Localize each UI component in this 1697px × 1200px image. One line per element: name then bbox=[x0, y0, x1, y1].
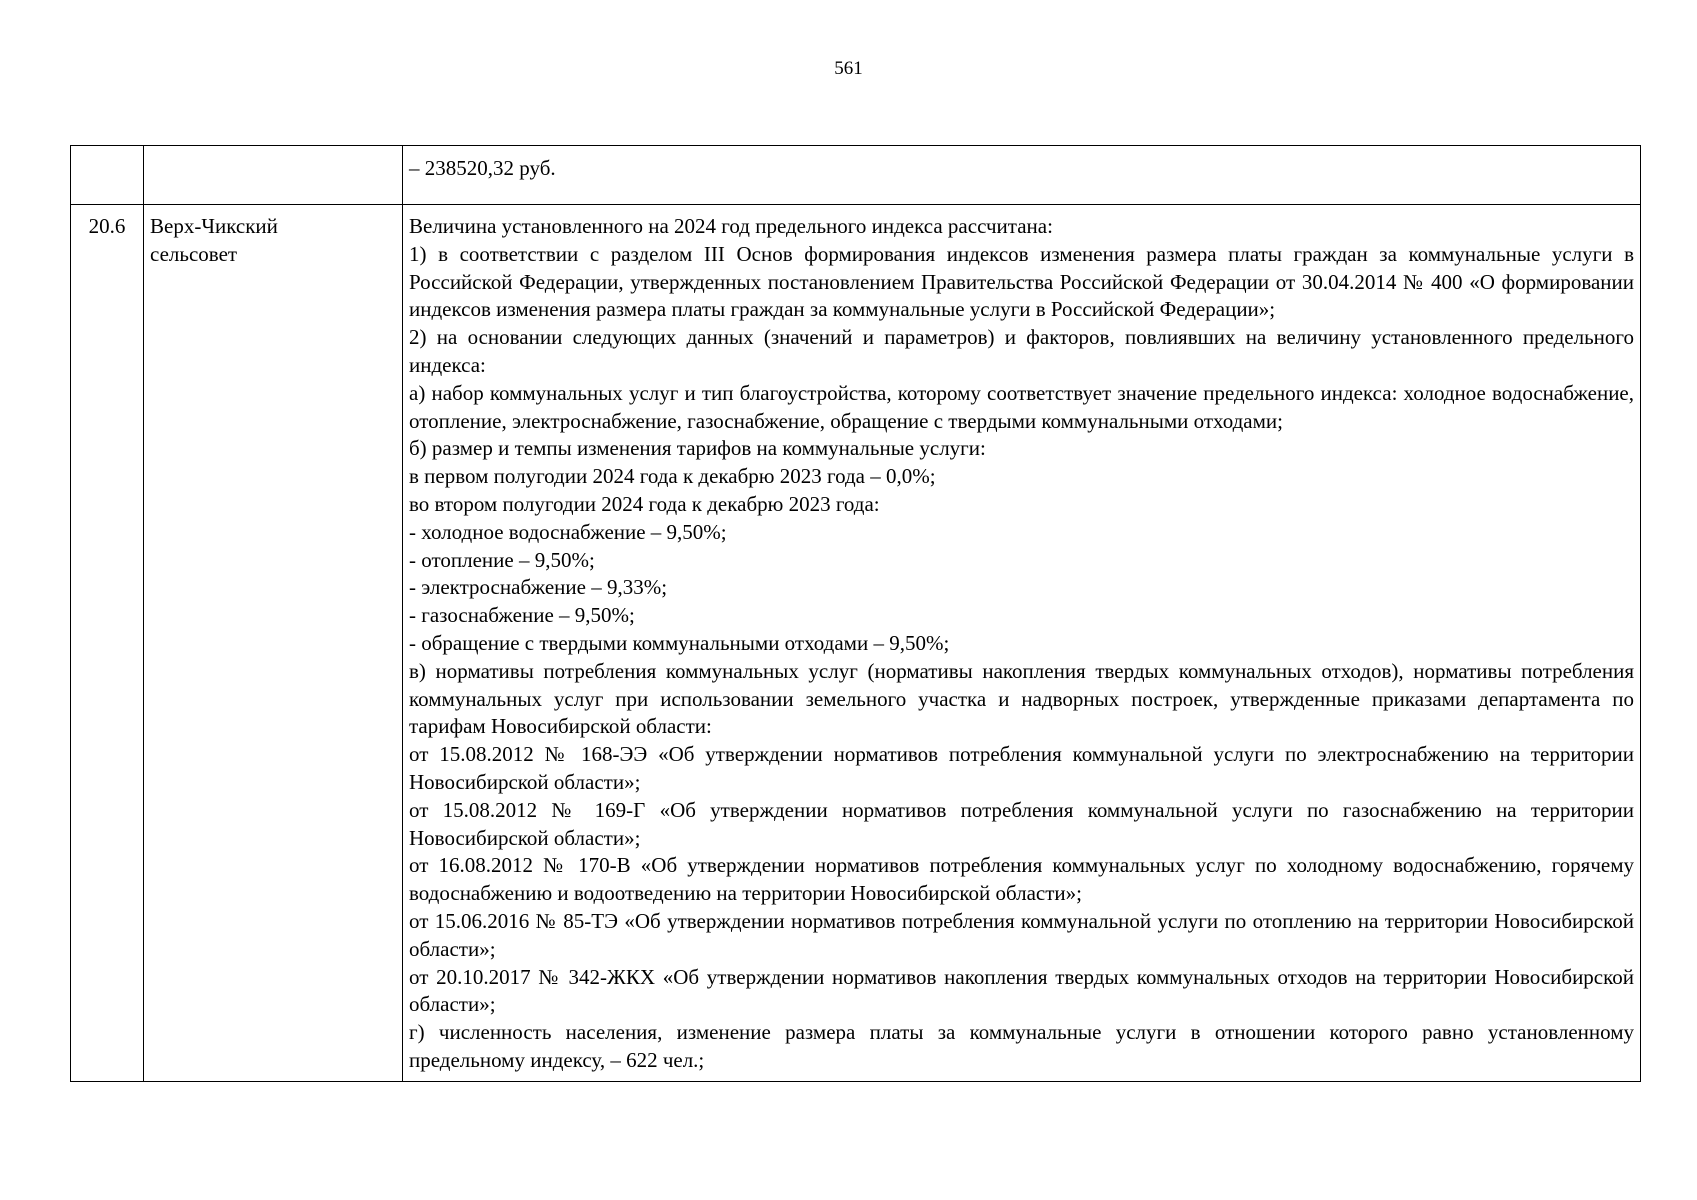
continuation-text: – 238520,32 руб. bbox=[403, 146, 1641, 205]
tariff-line-electricity: - электроснабжение – 9,33%; bbox=[409, 575, 668, 600]
page-number: 561 bbox=[834, 58, 863, 79]
paragraph-first-half: в первом полугодии 2024 года к декабрю 2023 года – 0,0%; bbox=[409, 464, 936, 489]
paragraph-second-half: во втором полугодии 2024 года к декабрю 2023 года: bbox=[409, 491, 880, 516]
order-169-g: от 15.08.2012 № 169-Г «Об утверждении нормативов потребления коммунальной услуги по газоснабжению на территории Новосибирской области»; bbox=[409, 797, 1634, 850]
municipality-name-line: Верх-Чикский bbox=[150, 214, 278, 238]
paragraph-item-b: б) размер и темпы изменения тарифов на коммунальные услуги: bbox=[409, 436, 986, 461]
tariff-line-heating: - отопление – 9,50%; bbox=[409, 547, 595, 572]
municipality-name-line: сельсовет bbox=[150, 241, 238, 266]
index-description-cell bbox=[403, 205, 1641, 1082]
tariff-line-cold-water: - холодное водоснабжение – 9,50%; bbox=[409, 519, 727, 544]
paragraph-intro: Величина установленного на 2024 год предельного индекса рассчитана: bbox=[409, 214, 1053, 238]
tariff-line-gas: - газоснабжение – 9,50%; bbox=[409, 603, 635, 628]
municipality-name-cell bbox=[144, 205, 403, 1082]
paragraph-item-2: 2) на основании следующих данных (значений и параметров) и факторов, повлиявших на величину установленного предельного индекса: bbox=[409, 325, 1634, 377]
row-number-cell: 20.6 bbox=[71, 205, 144, 1082]
table-row-20-6 bbox=[71, 205, 1641, 1082]
index-table bbox=[70, 145, 1641, 1082]
table-row-continuation bbox=[71, 146, 1641, 205]
municipality-name-cell bbox=[144, 146, 403, 205]
order-168-ee: от 15.08.2012 № 168-ЭЭ «Об утверждении нормативов потребления коммунальной услуги по электроснабжению на территории Новосибирской области»; bbox=[409, 742, 1634, 794]
row-number-cell bbox=[71, 146, 144, 205]
paragraph-item-1: 1) в соответствии с разделом III Основ формирования индексов изменения размера платы граждан за коммунальные услуги в Российской Федерации, утвержденных постановлением Правительства Российской Федерации от 30.04.2014 № 400 «О формировании индексов изменения размера платы граждан за коммунальные услуги в Российской Федерации»; bbox=[409, 241, 1634, 322]
order-170-v: от 16.08.2012 № 170-В «Об утверждении нормативов потребления коммунальных услуг по холодному водоснабжению, горячему водоснабжению и водоотведению на территории Новосибирской области»; bbox=[409, 853, 1634, 906]
paragraph-item-a: а) набор коммунальных услуг и тип благоустройства, которому соответствует значение предельного индекса: холодное водоснабжение, отопление, электроснабжение, газоснабжение, обращение с твердыми коммунальными отходами; bbox=[409, 380, 1634, 433]
tariff-line-solid-waste: - обращение с твердыми коммунальными отходами – 9,50%; bbox=[409, 630, 950, 655]
paragraph-item-g: г) численность населения, изменение размера платы за коммунальные услуги в отношении которого равно установленному предельному индексу, – 622 чел.; bbox=[409, 1020, 1634, 1072]
order-342-zhkh: от 20.10.2017 № 342-ЖКХ «Об утверждении нормативов накопления твердых коммунальных отходов на территории Новосибирской области»; bbox=[409, 964, 1634, 1017]
paragraph-item-v: в) нормативы потребления коммунальных услуг (нормативы накопления твердых коммунальных отходов), нормативы потребления коммунальных услуг при использовании земельного участка и надворных построек, утвержденные приказами департамента по тарифам Новосибирской области: bbox=[409, 658, 1634, 739]
order-85-te: от 15.06.2016 № 85-ТЭ «Об утверждении нормативов потребления коммунальной услуги по отоплению на территории Новосибирской области»; bbox=[409, 908, 1634, 961]
